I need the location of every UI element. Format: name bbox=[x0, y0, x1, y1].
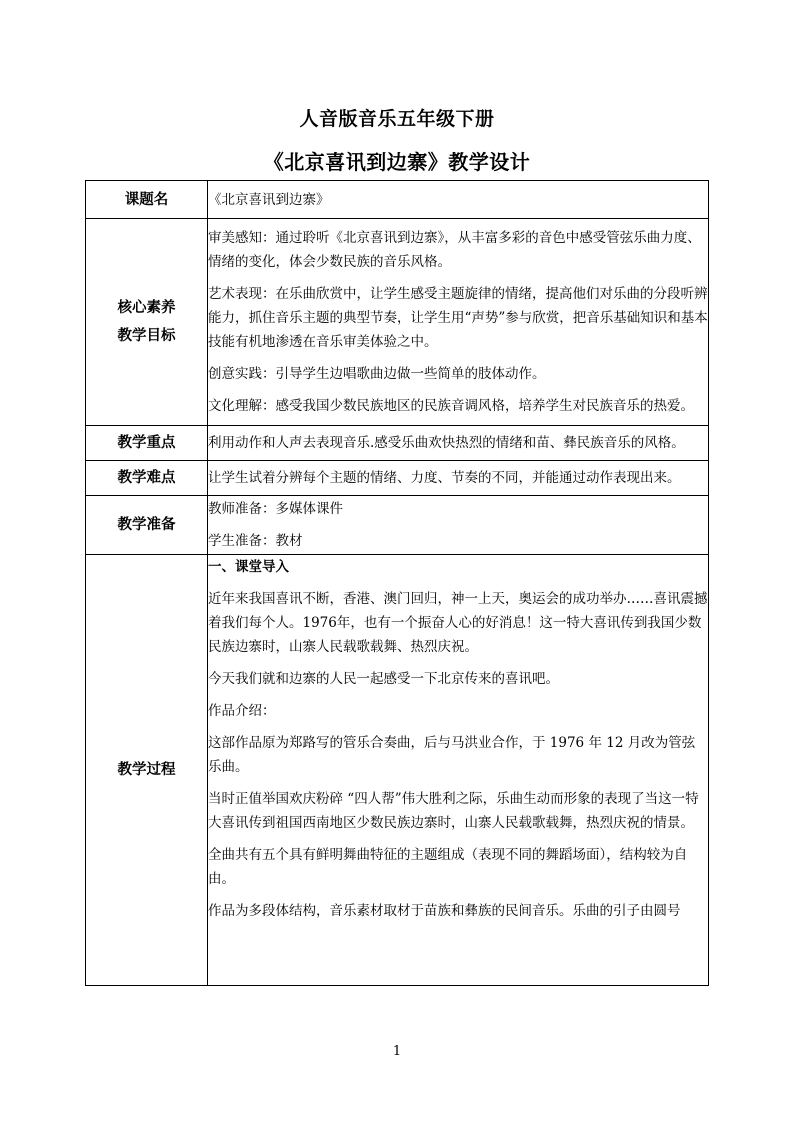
process-paragraph: 近年来我国喜讯不断，香港、澳门回归，神一上天，奥运会的成功举办……喜讯震撼着我们每个人。1976年，也有一个振奋人心的好消息！这一特大喜讯传到我国少数民族边寨时，山寨人民载歌载舞、热烈庆祝。 bbox=[208, 591, 708, 655]
label-difficulty: 教学难点 bbox=[86, 461, 208, 496]
prep-teacher: 教师准备：多媒体课件 bbox=[208, 501, 343, 517]
value-goals bbox=[208, 219, 709, 426]
table-row-difficulty bbox=[86, 461, 709, 496]
value-preparation bbox=[208, 496, 709, 555]
label-goals bbox=[86, 219, 208, 426]
prep-student: 学生准备：教材 bbox=[208, 533, 303, 549]
goal-artistic: 艺术表现：在乐曲欣赏中，让学生感受主题旋律的情绪，提高他们对乐曲的分段听辨能力，抓住音乐主题的典型节奏，让学生用“声势”参与欣赏，把音乐基础知识和基本技能有机地渗透在音乐审美体验之中。 bbox=[208, 286, 708, 350]
process-paragraph: 作品介绍： bbox=[208, 703, 276, 719]
table-row-topic bbox=[86, 181, 709, 219]
label-preparation: 教学准备 bbox=[86, 496, 208, 555]
label-process: 教学过程 bbox=[86, 555, 208, 986]
section-heading: 一、课堂导入 bbox=[208, 559, 289, 575]
label-goals-line2: 教学目标 bbox=[117, 328, 176, 344]
goal-creative: 创意实践：引导学生边唱歌曲边做一些简单的肢体动作。 bbox=[208, 366, 546, 382]
value-topic: 《北京喜讯到边寨》 bbox=[208, 181, 709, 219]
value-focus: 利用动作和人声去表现音乐.感受乐曲欢快热烈的情绪和苗、彝民族音乐的风格。 bbox=[208, 426, 709, 461]
table-row-goals bbox=[86, 219, 709, 426]
process-paragraph: 今天我们就和边寨的人民一起感受一下北京传来的喜讯吧。 bbox=[208, 671, 559, 687]
process-paragraph: 这部作品原为郑路写的管乐合奏曲，后与马洪业合作，于 1976 年 12 月改为管弦乐曲。 bbox=[208, 735, 696, 775]
process-paragraph: 作品为多段体结构，音乐素材取材于苗族和彝族的民间音乐。乐曲的引子由圆号 bbox=[208, 903, 681, 919]
table-row-focus bbox=[86, 426, 709, 461]
page-number: 1 bbox=[392, 1044, 402, 1059]
table-row-process bbox=[86, 555, 709, 986]
goal-cultural: 文化理解：感受我国少数民族地区的民族音调风格，培养学生对民族音乐的热爱。 bbox=[208, 398, 694, 414]
process-paragraph: 全曲共有五个具有鲜明舞曲特征的主题组成（表现不同的舞蹈场面），结构较为自由。 bbox=[208, 847, 688, 887]
value-process bbox=[208, 555, 709, 986]
process-paragraph: 当时正值举国欢庆粉碎 “四人帮”伟大胜利之际，乐曲生动而形象的表现了当这一特大喜讯传到祖国西南地区少数民族边寨时，山寨人民载歌载舞，热烈庆祝的情景。 bbox=[208, 791, 699, 831]
document-subtitle: 《北京喜讯到边寨》教学设计 bbox=[263, 150, 531, 174]
label-focus: 教学重点 bbox=[86, 426, 208, 461]
document-title: 人音版音乐五年级下册 bbox=[299, 108, 495, 130]
goal-aesthetic: 审美感知：通过聆听《北京喜讯到边寨》，从丰富多彩的音色中感受管弦乐曲力度、情绪的变化，体会少数民族的音乐风格。 bbox=[208, 230, 701, 270]
lesson-plan-table bbox=[85, 180, 709, 986]
table-row-preparation bbox=[86, 496, 709, 555]
label-goals-line1: 核心素养 bbox=[117, 300, 176, 316]
label-topic: 课题名 bbox=[86, 181, 208, 219]
value-difficulty: 让学生试着分辨每个主题的情绪、力度、节奏的不同，并能通过动作表现出来。 bbox=[208, 461, 709, 496]
